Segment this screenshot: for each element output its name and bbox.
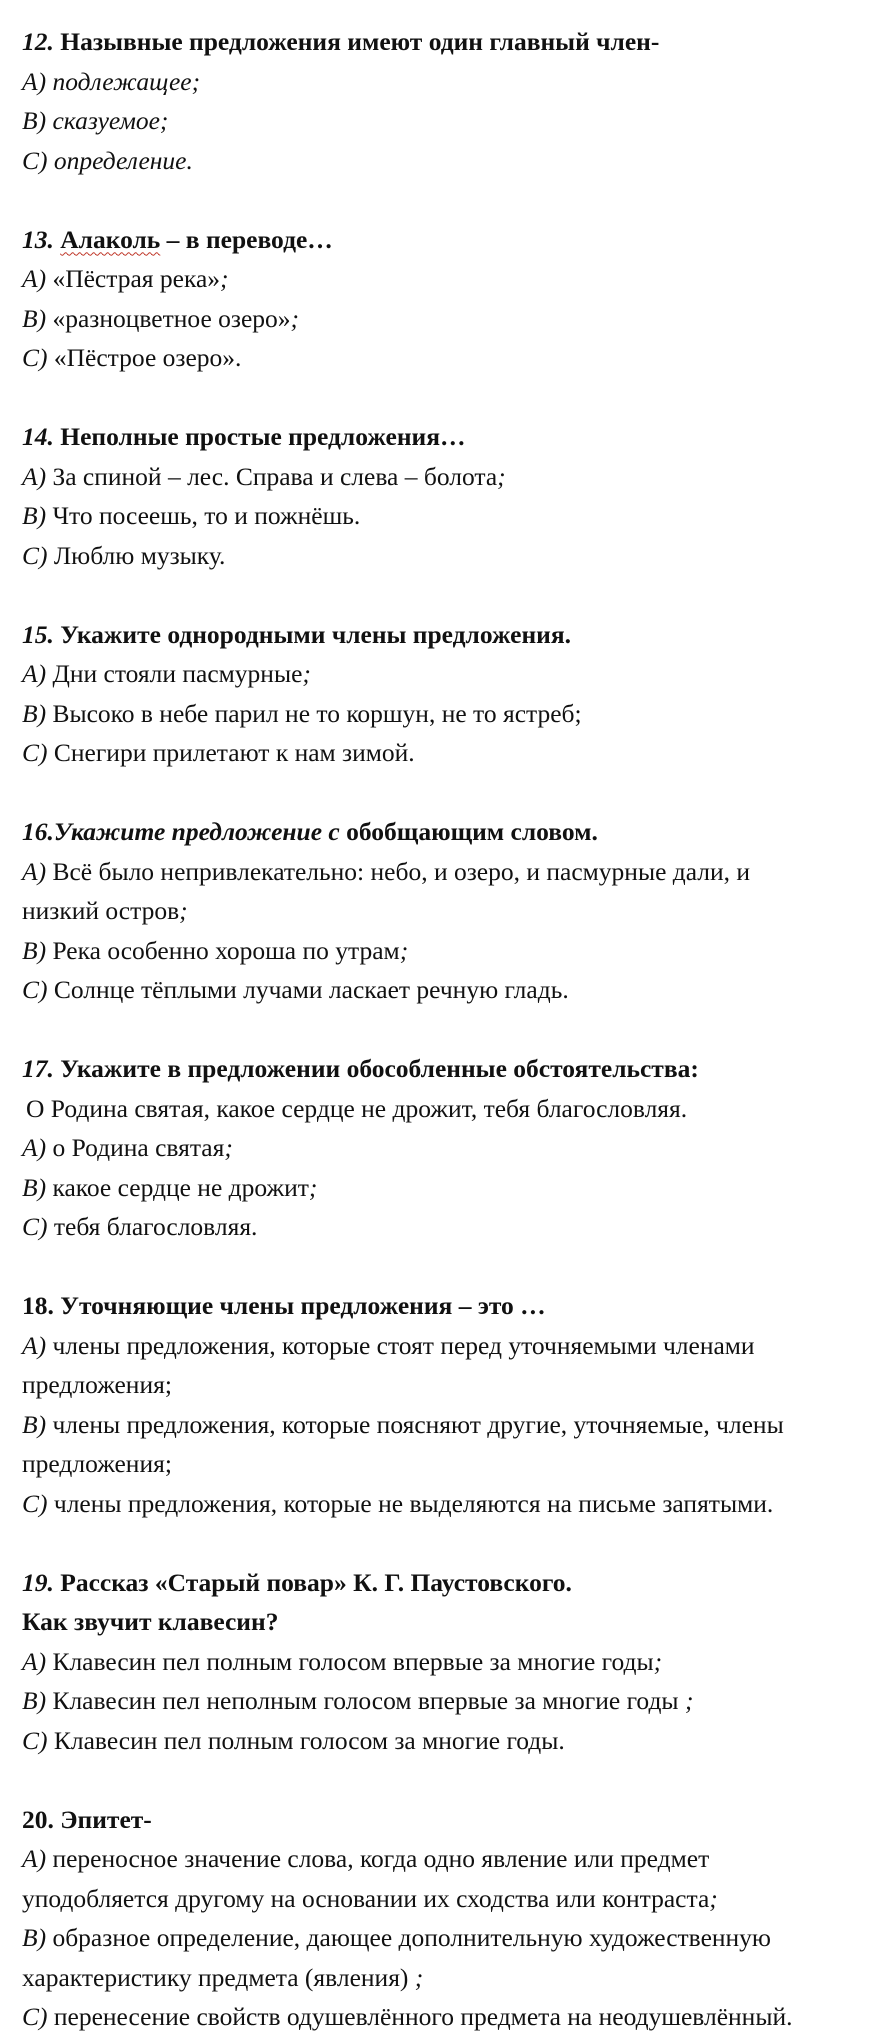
option-a-continued	[22, 1879, 892, 1919]
option-tail: ;	[653, 1646, 663, 1676]
option-letter: C)	[22, 1725, 48, 1755]
question-text: Неполные простые предложения…	[60, 422, 466, 451]
option-letter: C)	[22, 975, 48, 1004]
option-b	[22, 1168, 892, 1208]
question-number: 16.	[22, 817, 54, 846]
question-19	[22, 1563, 892, 1761]
option-letter: B)	[22, 303, 47, 333]
option-tail: ;	[308, 1172, 318, 1202]
question-text: Эпитет-	[60, 1804, 152, 1834]
option-text: члены предложения, которые не выделяются на письме запятыми.	[53, 1488, 774, 1518]
option-c	[22, 970, 892, 1010]
option-text-continued: предложения;	[22, 1370, 172, 1399]
option-letter: B)	[22, 1686, 47, 1715]
option-c	[22, 338, 892, 378]
option-a	[22, 1642, 892, 1682]
option-tail: ;	[399, 935, 409, 965]
option-a	[22, 62, 892, 102]
option-b-continued	[22, 1958, 892, 1998]
option-a	[22, 1839, 892, 1879]
option-text: перенесение свойств одушевлённого предмета на неодушевлённый.	[53, 2002, 793, 2031]
question-number: 13.	[22, 224, 54, 254]
option-letter: C)	[22, 343, 48, 372]
sentence-text: О Родина святая, какое сердце не дрожит, тебя благословляя.	[26, 1093, 688, 1123]
option-tail: ;	[302, 659, 311, 688]
question-13	[22, 220, 892, 378]
option-text: «Пёстрая река»	[52, 264, 221, 293]
question-title	[22, 417, 892, 457]
spellcheck-word: Алаколь	[60, 224, 161, 254]
option-text: тебя благословляя.	[53, 1212, 258, 1241]
option-c	[22, 733, 892, 773]
option-letter: C)	[22, 145, 48, 175]
option-c	[22, 1997, 892, 2037]
option-text: Люблю музыку.	[53, 540, 226, 570]
option-text-continued: низкий остров	[22, 896, 180, 925]
question-number: 15.	[22, 619, 54, 649]
question-title	[22, 812, 892, 852]
option-letter: A)	[22, 264, 47, 293]
option-b	[22, 1405, 892, 1445]
option-a	[22, 457, 892, 497]
option-letter: B)	[22, 698, 47, 728]
option-text-continued: характеристику предмета (явления)	[22, 1962, 415, 1992]
option-tail: ;	[224, 1133, 233, 1162]
question-number: 14.	[22, 422, 54, 451]
option-tail: ;	[497, 461, 506, 491]
option-letter: A)	[22, 1844, 47, 1873]
question-text: – в переводе…	[166, 224, 333, 254]
option-letter: A)	[22, 1330, 47, 1360]
option-letter: A)	[22, 1133, 47, 1162]
option-text: «разноцветное озеро»	[52, 303, 291, 333]
option-letter: A)	[22, 856, 47, 886]
option-letter: C)	[22, 2002, 48, 2031]
option-a-continued	[22, 1365, 892, 1405]
option-text: переносное значение слова, когда одно явление или предмет	[52, 1844, 710, 1873]
option-a	[22, 852, 892, 892]
question-12	[22, 22, 892, 180]
question-title	[22, 615, 892, 655]
option-text: члены предложения, которые стоят перед уточняемыми членами	[52, 1330, 755, 1360]
question-number: 17.	[22, 1054, 54, 1083]
question-subtitle-text: Как звучит клавесин?	[22, 1607, 279, 1636]
option-b-continued	[22, 1444, 892, 1484]
question-title	[22, 1800, 892, 1840]
option-text: Клавесин пел полным голосом за многие годы.	[53, 1725, 565, 1755]
option-tail: ;	[179, 896, 188, 925]
option-letter: B)	[22, 935, 47, 965]
question-18	[22, 1286, 892, 1523]
question-title	[22, 220, 892, 260]
option-a	[22, 1326, 892, 1366]
question-text: Укажите в предложении обособленные обстоятельства:	[60, 1054, 699, 1083]
option-a	[22, 259, 892, 299]
question-number: 18.	[22, 1291, 54, 1320]
option-c	[22, 1207, 892, 1247]
question-number: 19.	[22, 1567, 54, 1597]
option-letter: A)	[22, 1646, 47, 1676]
option-letter: B)	[22, 1409, 47, 1439]
question-number: 20.	[22, 1804, 54, 1834]
question-text: Назывные предложения имеют один главный член-	[60, 27, 660, 56]
option-b	[22, 931, 892, 971]
option-tail: ;	[684, 1686, 694, 1715]
question-text: Укажите однородными члены предложения.	[60, 619, 572, 649]
question-16	[22, 812, 892, 1010]
question-number: 12.	[22, 27, 54, 56]
option-text: «Пёстрое озеро».	[53, 343, 242, 372]
option-letter: B)	[22, 1923, 47, 1952]
option-text: Высоко в небе парил не то коршун, не то ястреб;	[52, 698, 582, 728]
option-c	[22, 141, 892, 181]
option-tail: ;	[709, 1883, 718, 1913]
question-text: обобщающим словом.	[346, 817, 598, 846]
option-text: Что посеешь, то и пожнёшь.	[52, 501, 361, 530]
option-a-continued	[22, 891, 892, 931]
option-tail: ;	[220, 264, 229, 293]
option-tail: ;	[290, 303, 300, 333]
option-letter: C)	[22, 540, 48, 570]
option-text-continued: предложения;	[22, 1449, 172, 1478]
option-text: определение.	[53, 145, 193, 175]
question-20	[22, 1800, 892, 2037]
question-title	[22, 1563, 892, 1603]
question-title	[22, 1286, 892, 1326]
option-b	[22, 496, 892, 536]
option-text: образное определение, дающее дополнительную художественную	[52, 1923, 771, 1952]
option-letter: A)	[22, 659, 47, 688]
question-title	[22, 22, 892, 62]
option-b	[22, 1918, 892, 1958]
question-subtitle	[22, 1602, 892, 1642]
option-tail: ;	[414, 1962, 424, 1992]
option-text: Дни стояли пасмурные	[52, 659, 303, 688]
option-b	[22, 101, 892, 141]
question-15	[22, 615, 892, 773]
question-sentence	[22, 1089, 892, 1129]
option-letter: A)	[22, 461, 47, 491]
option-letter: A)	[22, 66, 47, 96]
option-c	[22, 1721, 892, 1761]
option-text: Снегири прилетают к нам зимой.	[53, 738, 415, 767]
question-text-italic: Укажите предложение с	[53, 817, 340, 846]
option-c	[22, 536, 892, 576]
option-letter: C)	[22, 1212, 48, 1241]
option-a	[22, 654, 892, 694]
option-text: члены предложения, которые поясняют другие, уточняемые, члены	[52, 1409, 784, 1439]
option-text: Клавесин пел неполным голосом впервые за многие годы	[52, 1686, 685, 1715]
option-text: Река особенно хороша по утрам	[52, 935, 400, 965]
option-text: Всё было непривлекательно: небо, и озеро, и пасмурные дали, и	[52, 856, 751, 886]
question-14	[22, 417, 892, 575]
option-b	[22, 694, 892, 734]
option-letter: B)	[22, 1172, 47, 1202]
option-text: Солнце тёплыми лучами ласкает речную гладь.	[53, 975, 569, 1004]
option-letter: B)	[22, 501, 47, 530]
question-17	[22, 1049, 892, 1247]
option-b	[22, 1681, 892, 1721]
question-text: Рассказ «Старый повар» К. Г. Паустовского.	[60, 1567, 572, 1597]
option-text-continued: уподобляется другому на основании их сходства или контраста	[22, 1883, 710, 1913]
question-text: Уточняющие члены предложения – это …	[60, 1291, 546, 1320]
option-letter: C)	[22, 738, 48, 767]
option-text: Клавесин пел полным голосом впервые за многие годы	[52, 1646, 654, 1676]
option-text: сказуемое;	[52, 106, 169, 135]
option-letter: B)	[22, 106, 47, 135]
option-letter: C)	[22, 1488, 48, 1518]
option-text: о Родина святая	[52, 1133, 225, 1162]
option-b	[22, 299, 892, 339]
option-c	[22, 1484, 892, 1524]
option-text: какое сердце не дрожит	[52, 1172, 309, 1202]
question-title	[22, 1049, 892, 1089]
option-a	[22, 1128, 892, 1168]
option-text: За спиной – лес. Справа и слева – болота	[52, 461, 498, 491]
option-text: подлежащее;	[52, 66, 201, 96]
